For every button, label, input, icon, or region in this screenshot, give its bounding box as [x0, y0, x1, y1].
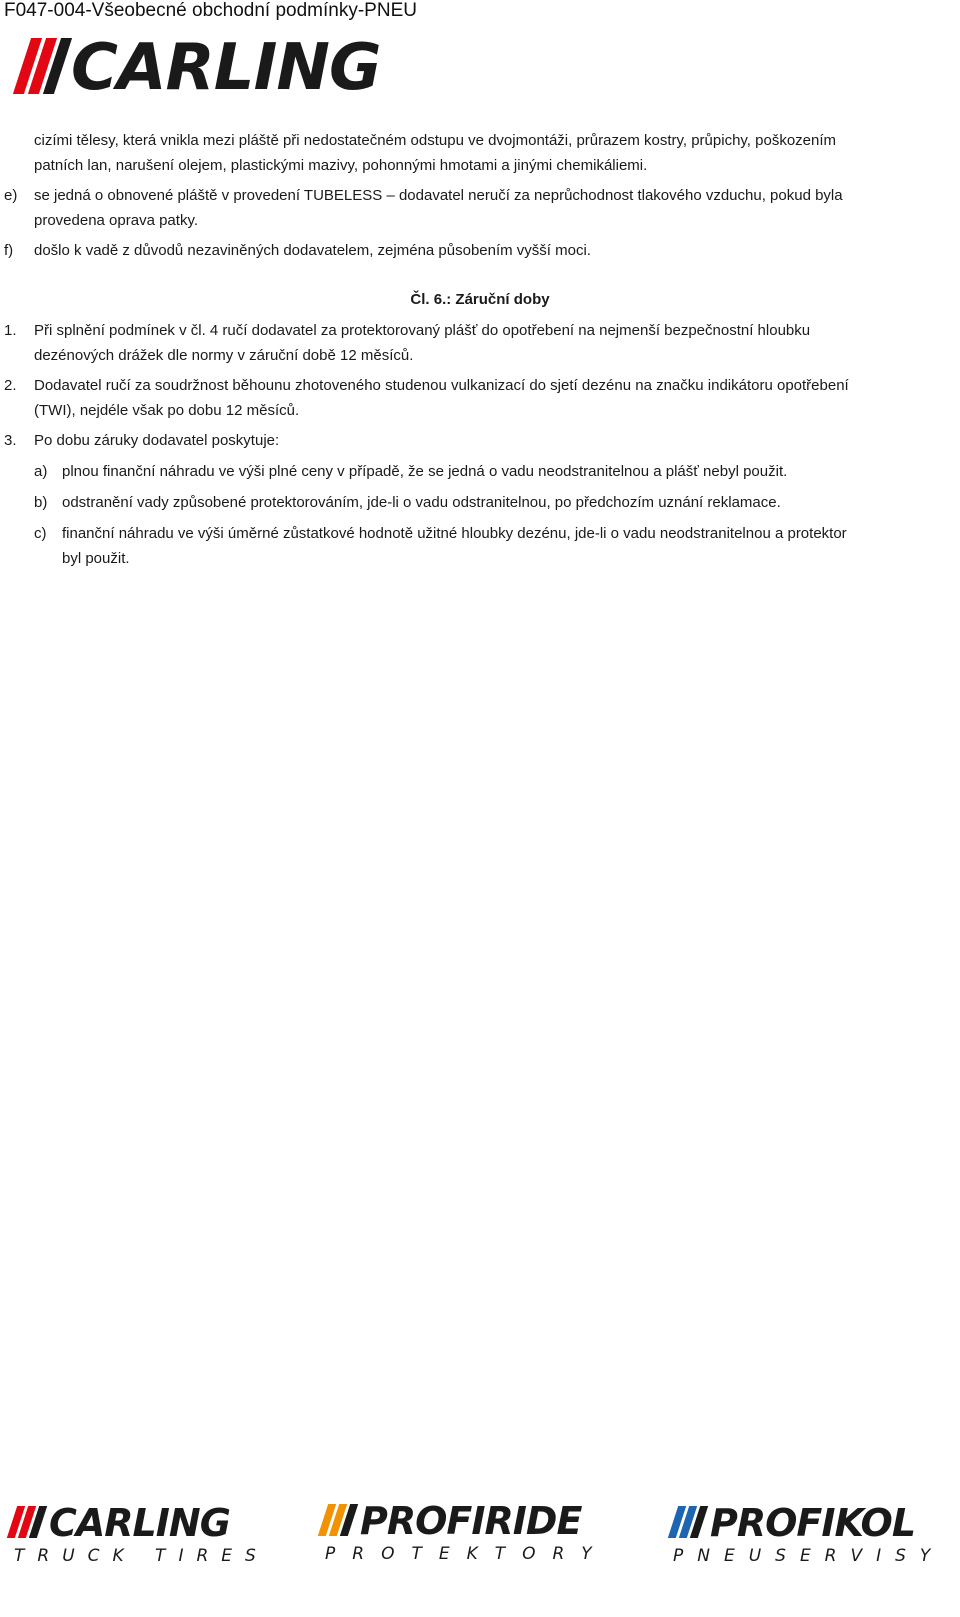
- item-marker-f: f): [4, 242, 14, 259]
- logo-slashes-icon: [22, 38, 67, 94]
- item-marker-e: e): [4, 187, 18, 204]
- document-title: F047-004-Všeobecné obchodní podmínky-PNEU: [4, 0, 417, 21]
- text-line: dezénových drážek dle normy v záruční době 12 měsíců.: [34, 347, 414, 364]
- profiride-logo: [323, 1499, 582, 1543]
- text-line: (TWI), nejdéle však po dobu 12 měsíců.: [34, 402, 300, 419]
- list-item-e: [34, 183, 927, 233]
- logo-tagline: PNEUSERVISY: [673, 1546, 945, 1566]
- logo-wordmark: CARLING: [71, 31, 381, 105]
- carling-logo: [22, 31, 381, 105]
- carling-truck-tires-logo: [12, 1501, 230, 1545]
- sub-item-a: plnou finanční náhradu ve výši plné ceny v případě, že se jedná o vadu neodstranitelnou a plášť nebyl použit.: [62, 463, 788, 480]
- sub-marker-b: b): [34, 494, 48, 511]
- sub-marker-c: c): [34, 525, 47, 542]
- text-line: patních lan, narušení olejem, plastickými mazivy, pohonnými hmotami a jinými chemikáliemi.: [34, 157, 648, 174]
- text-line: finanční náhradu ve výši úměrné zůstatkové hodnotě užitné hloubky dezénu, jde-li o vadu neodstranitelnou a protektor: [62, 525, 847, 542]
- logo-wordmark: PROFIRIDE: [360, 1499, 582, 1543]
- profikol-logo: [673, 1501, 916, 1545]
- text-line: cizími tělesy, která vnikla mezi pláště při nedostatečném odstupu ve dvojmontáži, průrazem kostry, průpichy, poškozením: [34, 132, 837, 149]
- numbered-item-2: [34, 373, 927, 423]
- logo-slashes-icon: [12, 1506, 45, 1538]
- logo-tagline: PROTEKTORY: [325, 1544, 609, 1564]
- paragraph-continuation: [34, 128, 927, 178]
- text-line: Dodavatel ručí za soudržnost běhounu zhotoveného studenou vulkanizací do sjetí dezénu na značku indikátoru opotřebení: [34, 377, 849, 394]
- logo-slashes-icon: [323, 1504, 356, 1536]
- numbered-item-3: Po dobu záruky dodavatel poskytuje:: [34, 432, 280, 449]
- section-heading: Čl. 6.: Záruční doby: [410, 291, 550, 308]
- logo-tagline: TRUCK TIRES: [14, 1546, 269, 1566]
- text-line: Při splnění podmínek v čl. 4 ručí dodavatel za protektorovaný plášť do opotřebení na nejmenší bezpečnostní hloubku: [34, 322, 811, 339]
- logo-wordmark: PROFIKOL: [710, 1501, 916, 1545]
- list-item-f: došlo k vadě z důvodů nezaviněných dodavatelem, zejména působením vyšší moci.: [34, 242, 591, 259]
- numbered-item-1: [34, 318, 927, 368]
- text-line: byl použit.: [62, 550, 130, 567]
- text-line: provedena oprava patky.: [34, 212, 198, 229]
- item-marker-1: 1.: [4, 322, 17, 339]
- logo-wordmark: CARLING: [49, 1501, 230, 1545]
- text-line: se jedná o obnovené pláště v provedení TUBELESS – dodavatel neručí za neprůchodnost tlakového vzduchu, pokud byla: [34, 187, 843, 204]
- sub-item-c: [62, 521, 928, 571]
- item-marker-3: 3.: [4, 432, 17, 449]
- item-marker-2: 2.: [4, 377, 17, 394]
- logo-slashes-icon: [673, 1506, 706, 1538]
- sub-item-b: odstranění vady způsobené protektorováním, jde-li o vadu odstranitelnou, po předchozím uznání reklamace.: [62, 494, 781, 511]
- sub-marker-a: a): [34, 463, 48, 480]
